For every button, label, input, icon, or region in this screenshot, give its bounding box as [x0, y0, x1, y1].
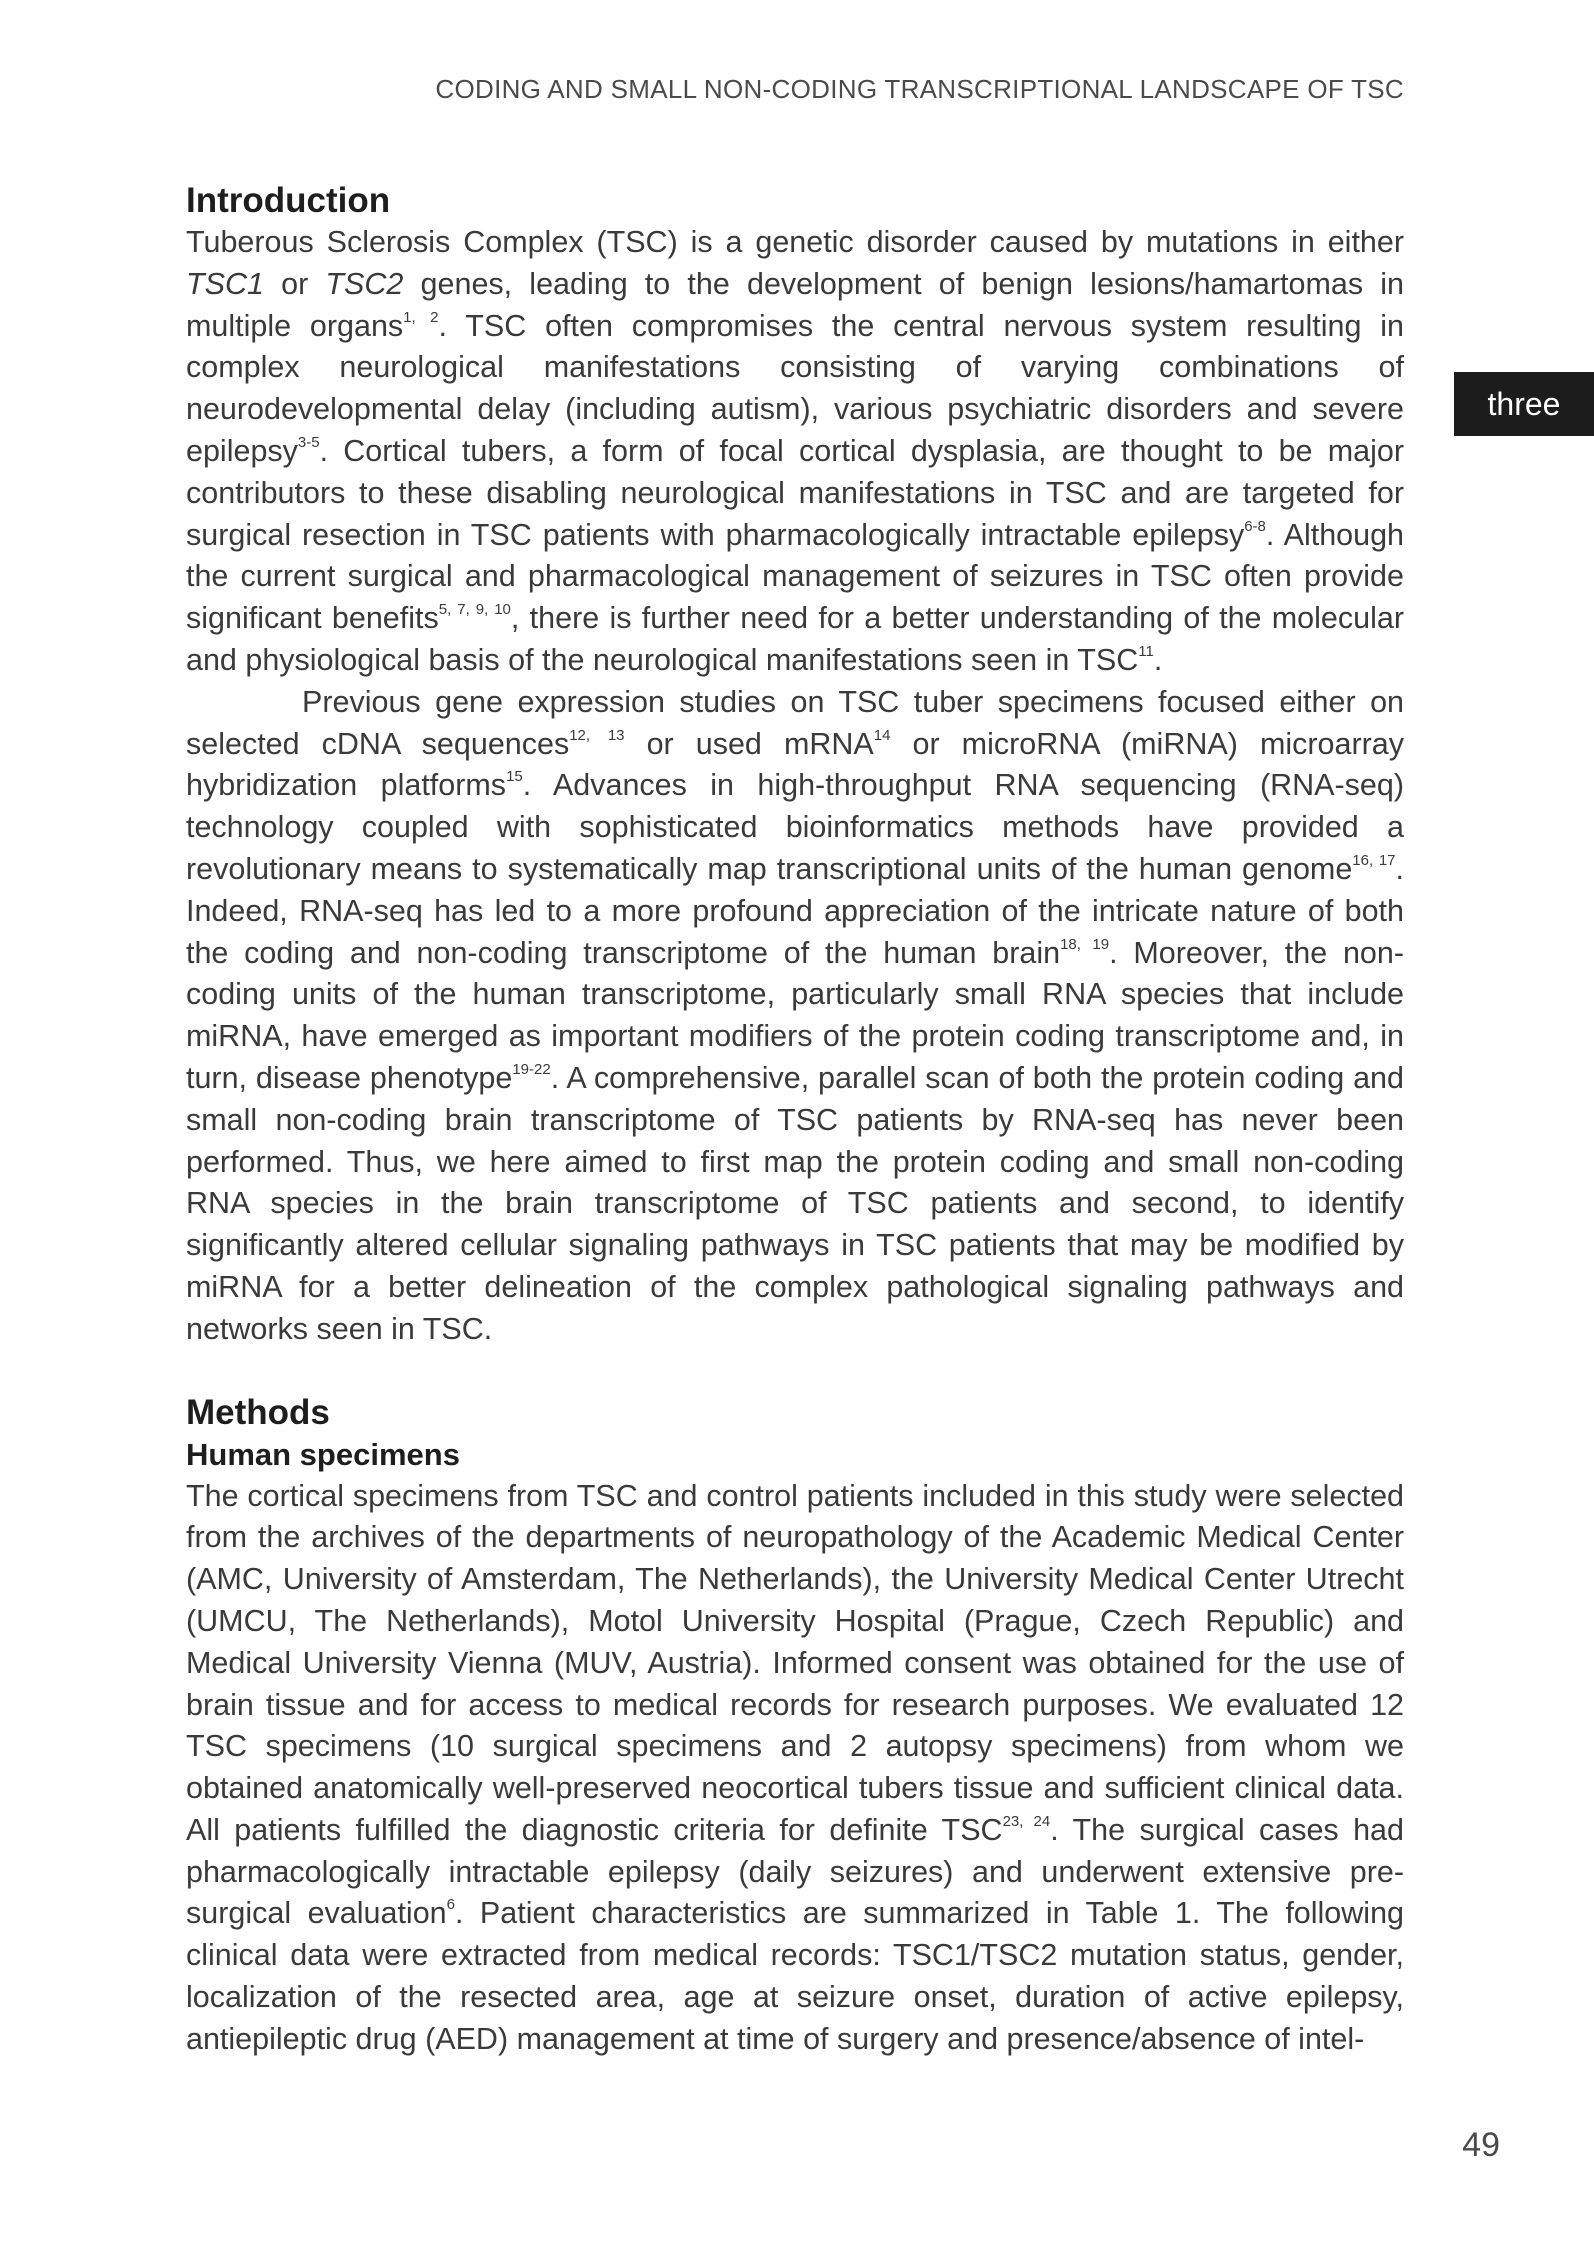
- page-number: 49: [1462, 2126, 1500, 2164]
- methods-heading: Methods: [186, 1392, 330, 1432]
- text-run: . Cortical tubers, a form of focal cortical dysplasia, are thought to be major contributors to these disabling neurological manifestations in TSC and are targeted for surgical resection in TSC patients with pharmacologically intractable epilepsy: [186, 433, 1404, 552]
- human-specimens-subheading: Human specimens: [186, 1436, 460, 1472]
- methods-paragraph-1: [186, 1476, 1404, 2061]
- gene-name: TSC2: [325, 266, 404, 301]
- introduction-paragraph-1: [186, 222, 1404, 682]
- text-run: or microRNA (miRNA) microarray hybridization platforms: [186, 726, 1404, 803]
- text-run: .: [1153, 642, 1163, 677]
- citation: 12, 13: [569, 726, 625, 744]
- gene-name: TSC1: [186, 266, 264, 301]
- text-run: Previous gene expression studies on TSC tuber specimens focused either on selected cDNA sequences: [186, 684, 1404, 761]
- text-run: , there is further need for a better understanding of the molecular and physiological basis of the neurological manifestations seen in TSC: [186, 601, 1404, 677]
- text-run: . Moreover, the non-coding units of the human transcriptome, particularly small RNA species that include miRNA, have emerged as important modifiers of the protein coding transcriptome and, in turn, disease phenotype: [186, 935, 1404, 1095]
- text-run: or used mRNA: [624, 726, 874, 761]
- text-run: . Advances in high-throughput RNA sequencing (RNA-seq) technology coupled with sophisticated bioinformatics methods have provided a revolutionary means to systematically map transcriptional units of the human genome: [186, 768, 1405, 886]
- page-body: [186, 180, 1404, 2061]
- text-run: Tuberous Sclerosis Complex (TSC) is a genetic disorder caused by mutations in either: [186, 225, 1404, 259]
- citation: 5, 7, 9, 10: [438, 601, 511, 619]
- text-run: The cortical specimens from TSC and control patients included in this study were selected from the archives of the departments of neuropathology of the Academic Medical Center (AMC, University of Amsterdam, The Netherlands), the University Medical Center Utrecht (UMCU, The Netherlands), Motol University Hospital (Prague, Czech Republic) and Medical University Vienna (MUV, Austria). Informed consent was obtained for the use of brain tissue and for access to medical records for research purposes. We evaluated 12 TSC specimens (10 surgical specimens and 2 autopsy specimens) from whom we obtained anatomically well-preserved neocortical tubers tissue and sufficient clinical data. All patients fulfilled the diagnostic criteria for definite TSC: [186, 1478, 1404, 1847]
- text-run: . A comprehensive, parallel scan of both the protein coding and small non-coding brain transcriptome of TSC patients by RNA-seq has never been performed. Thus, we here aimed to first map the protein coding and small non-coding RNA species in the brain transcriptome of TSC patients and second, to identify significantly altered cellular signaling pathways in TSC patients that may be modified by miRNA for a better delineation of the complex pathological signaling pathways and networks seen in TSC.: [186, 1060, 1404, 1346]
- text-run: . TSC often compromises the central nervous system resulting in complex neurological manifestations consisting of varying combinations of neurodevelopmental delay (including autism), various psychiatric disorders and severe epilepsy: [186, 308, 1404, 468]
- citation: 23, 24: [1002, 1812, 1051, 1830]
- citation: 6: [446, 1896, 455, 1914]
- text-run: . Patient characteristics are summarized in Table 1. The following clinical data were extracted from medical records: TSC1/TSC2 mutation status, gender, localization of the resected area, age at seizure onset, duration of active epilepsy, antiepileptic drug (AED) management at time of surgery and presence/absence of intel-: [186, 1896, 1404, 2056]
- citation: 6-8: [1244, 517, 1266, 535]
- text-run: . Indeed, RNA-seq has led to a more profound appreciation of the intricate nature of both the coding and non-coding transcriptome of the human brain: [186, 851, 1404, 970]
- chapter-tab: three: [1454, 372, 1594, 436]
- citation: 15: [506, 768, 523, 786]
- text-run: . Although the current surgical and pharmacological management of seizures in TSC often provide significant benefits: [186, 517, 1405, 636]
- citation: 19-22: [512, 1060, 551, 1078]
- text-run: or: [263, 266, 326, 301]
- text-run: . The surgical cases had pharmacologically intractable epilepsy (daily seizures) and underwent extensive pre-surgical evaluation: [186, 1812, 1404, 1931]
- text-run: genes, leading to the development of benign lesions/hamartomas in multiple organs: [186, 266, 1404, 343]
- citation: 3-5: [297, 433, 320, 451]
- citation: 18, 19: [1060, 935, 1110, 953]
- citation: 1, 2: [403, 308, 439, 326]
- citation: 16, 17: [1352, 851, 1396, 869]
- citation: 11: [1138, 642, 1154, 660]
- citation: 14: [873, 726, 891, 744]
- introduction-paragraph-2: [186, 682, 1404, 1351]
- section-gap: [186, 1351, 1404, 1392]
- introduction-heading: Introduction: [186, 181, 391, 220]
- running-title: CODING AND SMALL NON-CODING TRANSCRIPTIONAL LANDSCAPE OF TSC: [435, 74, 1404, 104]
